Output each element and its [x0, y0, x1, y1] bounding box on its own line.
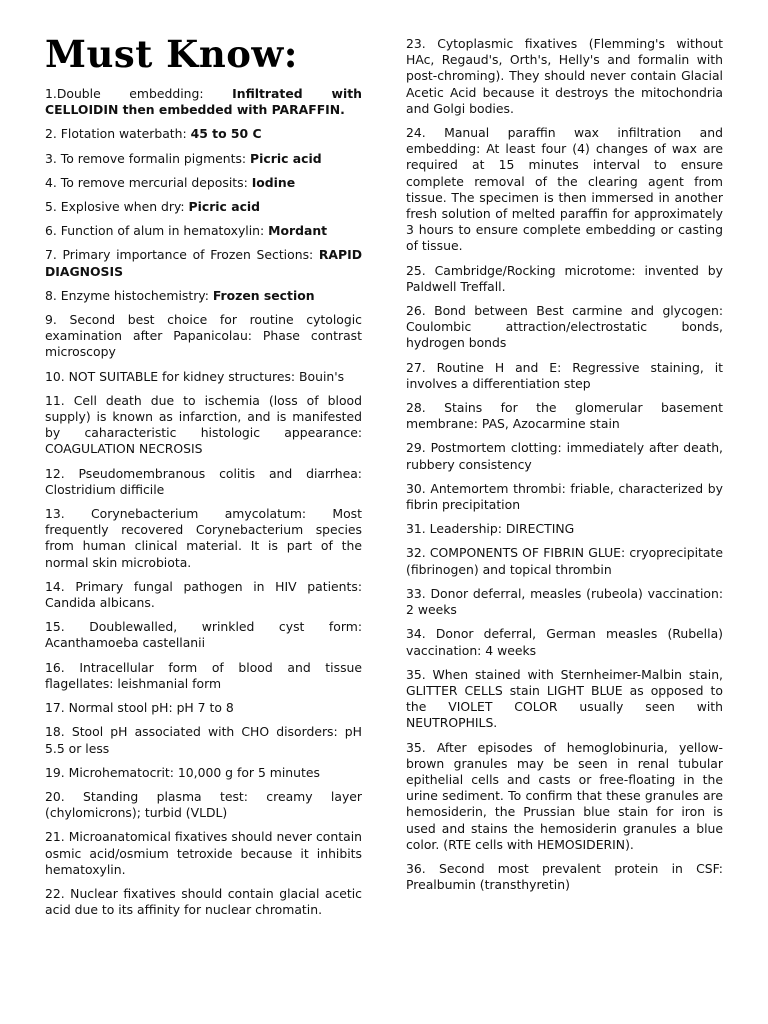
item-text: 9. Second best choice for routine cytologic examination after Papanicolau: Phase contrast microscopy: [45, 312, 362, 360]
item-answer: 45 to 50 C: [190, 126, 262, 142]
item-text: 10. NOT SUITABLE for kidney structures: Bouin's: [45, 368, 345, 384]
list-item: [406, 481, 723, 513]
list-item: [45, 175, 362, 191]
item-text: 30. Antemortem thrombi: friable, characterized by fibrin precipitation: [406, 480, 723, 513]
item-answer: Infiltrated with CELLOIDIN then embedded with PARAFFIN.: [45, 86, 362, 118]
item-text: 35. After episodes of hemoglobinuria, yellow-brown granules may be seen in renal tubular epithelial cells and casts or free-floating in the urine sediment. To confirm that these granules are hemosiderin, the Prussian blue stain for iron is used and stains the hemosiderin granules a blue color. (RTE cells with HEMOSIDERIN).: [406, 739, 723, 852]
list-item: [45, 724, 362, 756]
item-text: 22. Nuclear fixatives should contain glacial acetic acid due to its affinity for nuclear chromatin.: [45, 885, 362, 918]
list-item: [406, 440, 723, 472]
item-text: 7. Primary importance of Frozen Sections:: [45, 247, 319, 263]
item-text: 21. Microanatomical fixatives should never contain osmic acid/osmium tetroxide because it inhibits hematoxylin.: [45, 829, 362, 877]
item-text: 34. Donor deferral, German measles (Rubella) vaccination: 4 weeks: [406, 626, 723, 658]
page-title: Must Know:: [45, 32, 298, 76]
list-item: [45, 151, 362, 167]
list-item: [406, 36, 723, 117]
item-text: 17. Normal stool pH: pH 7 to 8: [45, 700, 234, 716]
item-text: 24. Manual paraffin wax infiltration and embedding: At least four (4) changes of wax are required at 15 minutes interval to ensure complete removal of the clearing agent from tissue. The specimen is then immersed in another fresh solution of melted paraffin for approximately 3 hours to ensure complete embedding or casting of tissue.: [406, 125, 723, 254]
item-text: 1.Double embedding:: [45, 86, 233, 101]
list-item: [45, 619, 362, 651]
item-text: 8. Enzyme histochemistry:: [45, 287, 213, 303]
list-item: [45, 126, 362, 142]
item-text: 3. To remove formalin pigments:: [45, 150, 251, 166]
item-text: 5. Explosive when dry:: [45, 199, 189, 215]
list-item: [406, 303, 723, 352]
list-item: [45, 86, 362, 118]
item-text: 15. Doublewalled, wrinkled cyst form: Acanthamoeba castellanii: [45, 619, 362, 651]
item-text: 20. Standing plasma test: creamy layer (chylomicrons); turbid (VLDL): [45, 788, 362, 821]
item-text: 12. Pseudomembranous colitis and diarrhea: Clostridium difficile: [45, 465, 362, 497]
list-item: [45, 369, 362, 385]
left-column: [45, 0, 362, 926]
item-answer: Picric acid: [188, 199, 261, 215]
list-item: [45, 288, 362, 304]
item-text: 18. Stool pH associated with CHO disorders: pH 5.5 or less: [45, 724, 362, 756]
list-item: [406, 360, 723, 392]
list-item: [45, 579, 362, 611]
item-text: 31. Leadership: DIRECTING: [406, 521, 575, 537]
item-text: 13. Corynebacterium amycolatum: Most frequently recovered Corynebacterium species from human clinical material. It is part of the normal skin microbiota.: [45, 506, 362, 570]
item-answer: Mordant: [268, 223, 328, 239]
list-item: [406, 861, 723, 893]
right-column: [406, 36, 723, 901]
item-text: 2. Flotation waterbath:: [45, 126, 191, 142]
item-answer: RAPID DIAGNOSIS: [45, 247, 362, 279]
item-text: 14. Primary fungal pathogen in HIV patients: Candida albicans.: [45, 578, 362, 611]
item-text: 6. Function of alum in hematoxylin:: [45, 223, 269, 239]
item-text: 29. Postmortem clotting: immediately after death, rubbery consistency: [406, 440, 723, 472]
list-item: [406, 586, 723, 618]
right-item-list: [406, 36, 723, 893]
list-item: [406, 626, 723, 658]
item-text: 19. Microhematocrit: 10,000 g for 5 minutes: [45, 764, 320, 780]
item-answer: Frozen section: [212, 287, 315, 303]
list-item: [45, 312, 362, 361]
list-item: [45, 789, 362, 821]
item-text: 4. To remove mercurial deposits:: [45, 174, 252, 190]
list-item: [45, 199, 362, 215]
item-text: 28. Stains for the glomerular basement membrane: PAS, Azocarmine stain: [406, 400, 723, 432]
item-text: 25. Cambridge/Rocking microtome: invented by Paldwell Treffall.: [406, 262, 723, 294]
list-item: [45, 700, 362, 716]
item-text: 11. Cell death due to ischemia (loss of blood supply) is known as infarction, and is manifested by caharacteristic histologic appearance: COAGULATION NECROSIS: [45, 392, 362, 457]
list-item: [406, 521, 723, 537]
item-text: 23. Cytoplasmic fixatives (Flemming's without HAc, Regaud's, Orth's, Helly's and formalin with post-chroming). They should never contain Glacial Acetic Acid because it destroys the mitochondria and Golgi bodies.: [406, 36, 723, 116]
list-item: [45, 506, 362, 571]
item-text: 27. Routine H and E: Regressive staining, it involves a differentiation step: [406, 359, 723, 391]
item-text: 16. Intracellular form of blood and tissue flagellates: leishmanial form: [45, 659, 362, 691]
list-item: [406, 740, 723, 853]
item-answer: Picric acid: [250, 150, 322, 166]
list-item: [406, 400, 723, 432]
list-item: [406, 545, 723, 577]
list-item: [45, 247, 362, 279]
list-item: [45, 660, 362, 692]
list-item: [45, 466, 362, 498]
item-text: 36. Second most prevalent protein in CSF: Prealbumin (transthyretin): [406, 860, 723, 893]
item-answer: Iodine: [251, 174, 296, 190]
item-text: 35. When stained with Sternheimer-Malbin stain, GLITTER CELLS stain LIGHT BLUE as opposed to the VIOLET COLOR usually seen with NEUTROPHILS.: [406, 666, 723, 731]
list-item: [45, 829, 362, 878]
list-item: [45, 393, 362, 458]
item-text: 26. Bond between Best carmine and glycogen: Coulombic attraction/electrostatic bonds, hydrogen bonds: [406, 303, 723, 351]
left-item-list: [45, 86, 362, 918]
list-item: [45, 886, 362, 918]
list-item: [406, 125, 723, 255]
list-item: [406, 263, 723, 295]
list-item: [45, 223, 362, 239]
list-item: [45, 765, 362, 781]
list-item: [406, 667, 723, 732]
item-text: 33. Donor deferral, measles (rubeola) vaccination: 2 weeks: [406, 585, 723, 618]
item-text: 32. COMPONENTS OF FIBRIN GLUE: cryoprecipitate (fibrinogen) and topical thrombin: [406, 545, 723, 577]
